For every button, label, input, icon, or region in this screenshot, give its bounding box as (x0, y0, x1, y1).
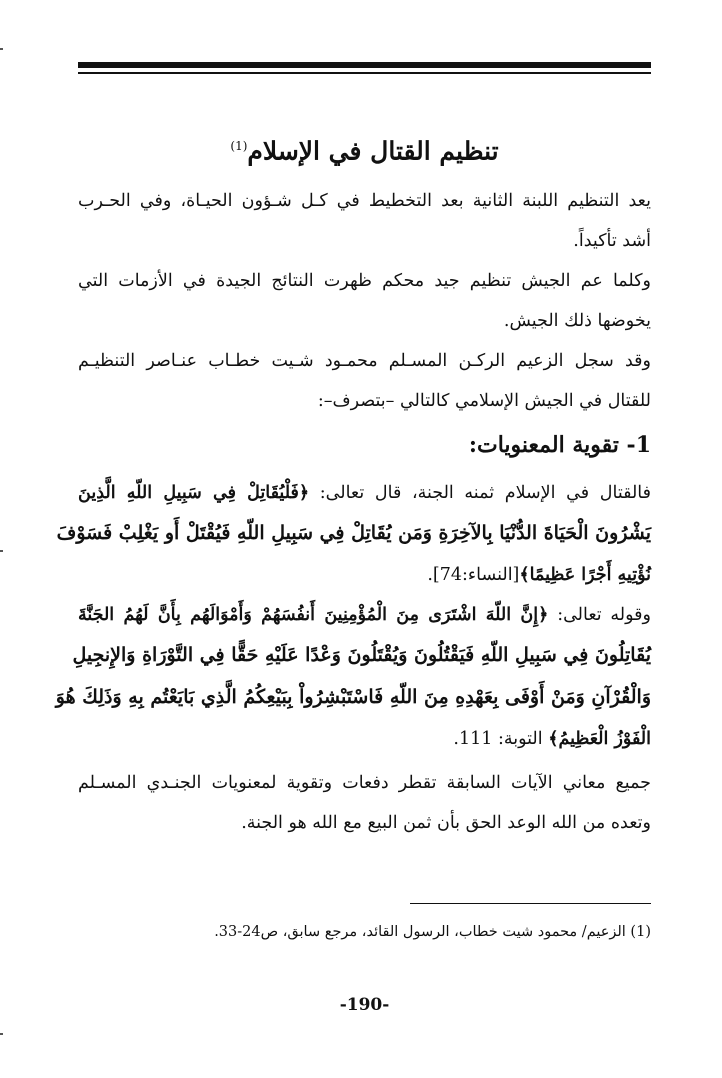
footnote: (1) الزعيم/ محمود شيت خطاب، الرسول القائد، مرجع سابق، ص24-33. (214, 924, 651, 940)
verse2-line-3: وَالْقُرْآنِ وَمَنْ أَوْفَى بِعَهْدِهِ مِنَ اللّهِ فَاسْتَبْشِرُواْ بِبَيْعِكُمُ الَّذِي بَايَعْتُم بِهِ وَذَلِكَ هُوَ (55, 686, 651, 708)
verse2-reference: التوبة: 111. (453, 729, 549, 749)
header-rule-thin (78, 72, 651, 74)
verse2-quote-start: ﴿إِنَّ اللّهَ اشْتَرَى مِنَ الْمُؤْمِنِينَ أَنفُسَهُمْ وَأَمْوَالَهُم بِأَنَّ لَهُمُ الجَنَّةَ (78, 605, 549, 625)
page-number: -190- (339, 995, 390, 1015)
page-title (78, 128, 651, 169)
verse1-line-2: يَشْرُونَ الْحَيَاةَ الدُّنْيَا بِالآخِرَةِ وَمَن يُقَاتِلْ فِي سَبِيلِ اللّهِ فَيُقْتَلْ أَو يَغْلِبْ فَسَوْفَ (56, 522, 651, 544)
scan-margin-mark (0, 1033, 3, 1035)
title-text: تنظيم القتال في الإسلام (247, 136, 499, 166)
closing-line-2: وتعده من الله الوعد الحق بأن ثمن البيع مع الله هو الجنة. (241, 813, 651, 833)
verse2-intro-text: وقوله تعالى: (548, 605, 651, 625)
closing-line-1: جميع معاني الآيات السابقة تقطر دفعات وتقوية لمعنويات الجنـدي المسـلم (78, 773, 651, 793)
intro-line-1: يعد التنظيم اللبنة الثانية بعد التخطيط في كـل شـؤون الحيـاة، وفي الحـرب (78, 191, 651, 211)
section-heading: 1- تقوية المعنويات: (468, 432, 651, 458)
verse2-line-4 (78, 726, 651, 752)
verse1-intro-text: فالقتال في الإسلام ثمنه الجنة، قال تعالى: (309, 483, 651, 503)
verse2-quote-end: الْفَوْزُ الْعَظِيمُ﴾ (548, 729, 651, 749)
header-rule-thick (78, 62, 651, 68)
intro-line-3: وكلما عم الجيش تنظيم جيد محكم ظهرت النتائج الجيدة في الأزمات التي (78, 271, 651, 291)
verse1-quote-end: نُؤْتِيهِ أَجْرًا عَظِيمًا﴾ (519, 565, 651, 585)
verse1-quote-start: ﴿فَلْيُقَاتِلْ فِي سَبِيلِ اللّهِ الَّذِينَ (78, 483, 310, 503)
scan-margin-mark (0, 48, 3, 50)
verse2-line-1 (78, 602, 651, 628)
verse1-line-3 (78, 562, 651, 588)
verse1-line-1 (78, 480, 651, 506)
intro-line-5: وقد سجل الزعيم الركـن المسـلم محمـود شـيت خطـاب عنـاصر التنظيـم (78, 351, 651, 371)
verse1-reference: [النساء:74]. (427, 565, 520, 585)
title-footnote-ref: (1) (230, 139, 248, 153)
scan-margin-mark (0, 550, 3, 552)
intro-line-6: للقتال في الجيش الإسلامي كالتالي –بتصرف–: (317, 391, 651, 411)
intro-line-4: يخوضها ذلك الجيش. (503, 311, 651, 331)
intro-line-2: أشد تأكيداً. (573, 231, 651, 251)
verse2-line-2: يُقَاتِلُونَ فِي سَبِيلِ اللّهِ فَيَقْتُلُونَ وَيُقْتَلُونَ وَعْدًا عَلَيْهِ حَقًّا فِي التَّوْرَاةِ وَالإِنجِيلِ (72, 644, 651, 666)
footnote-divider (410, 903, 651, 904)
